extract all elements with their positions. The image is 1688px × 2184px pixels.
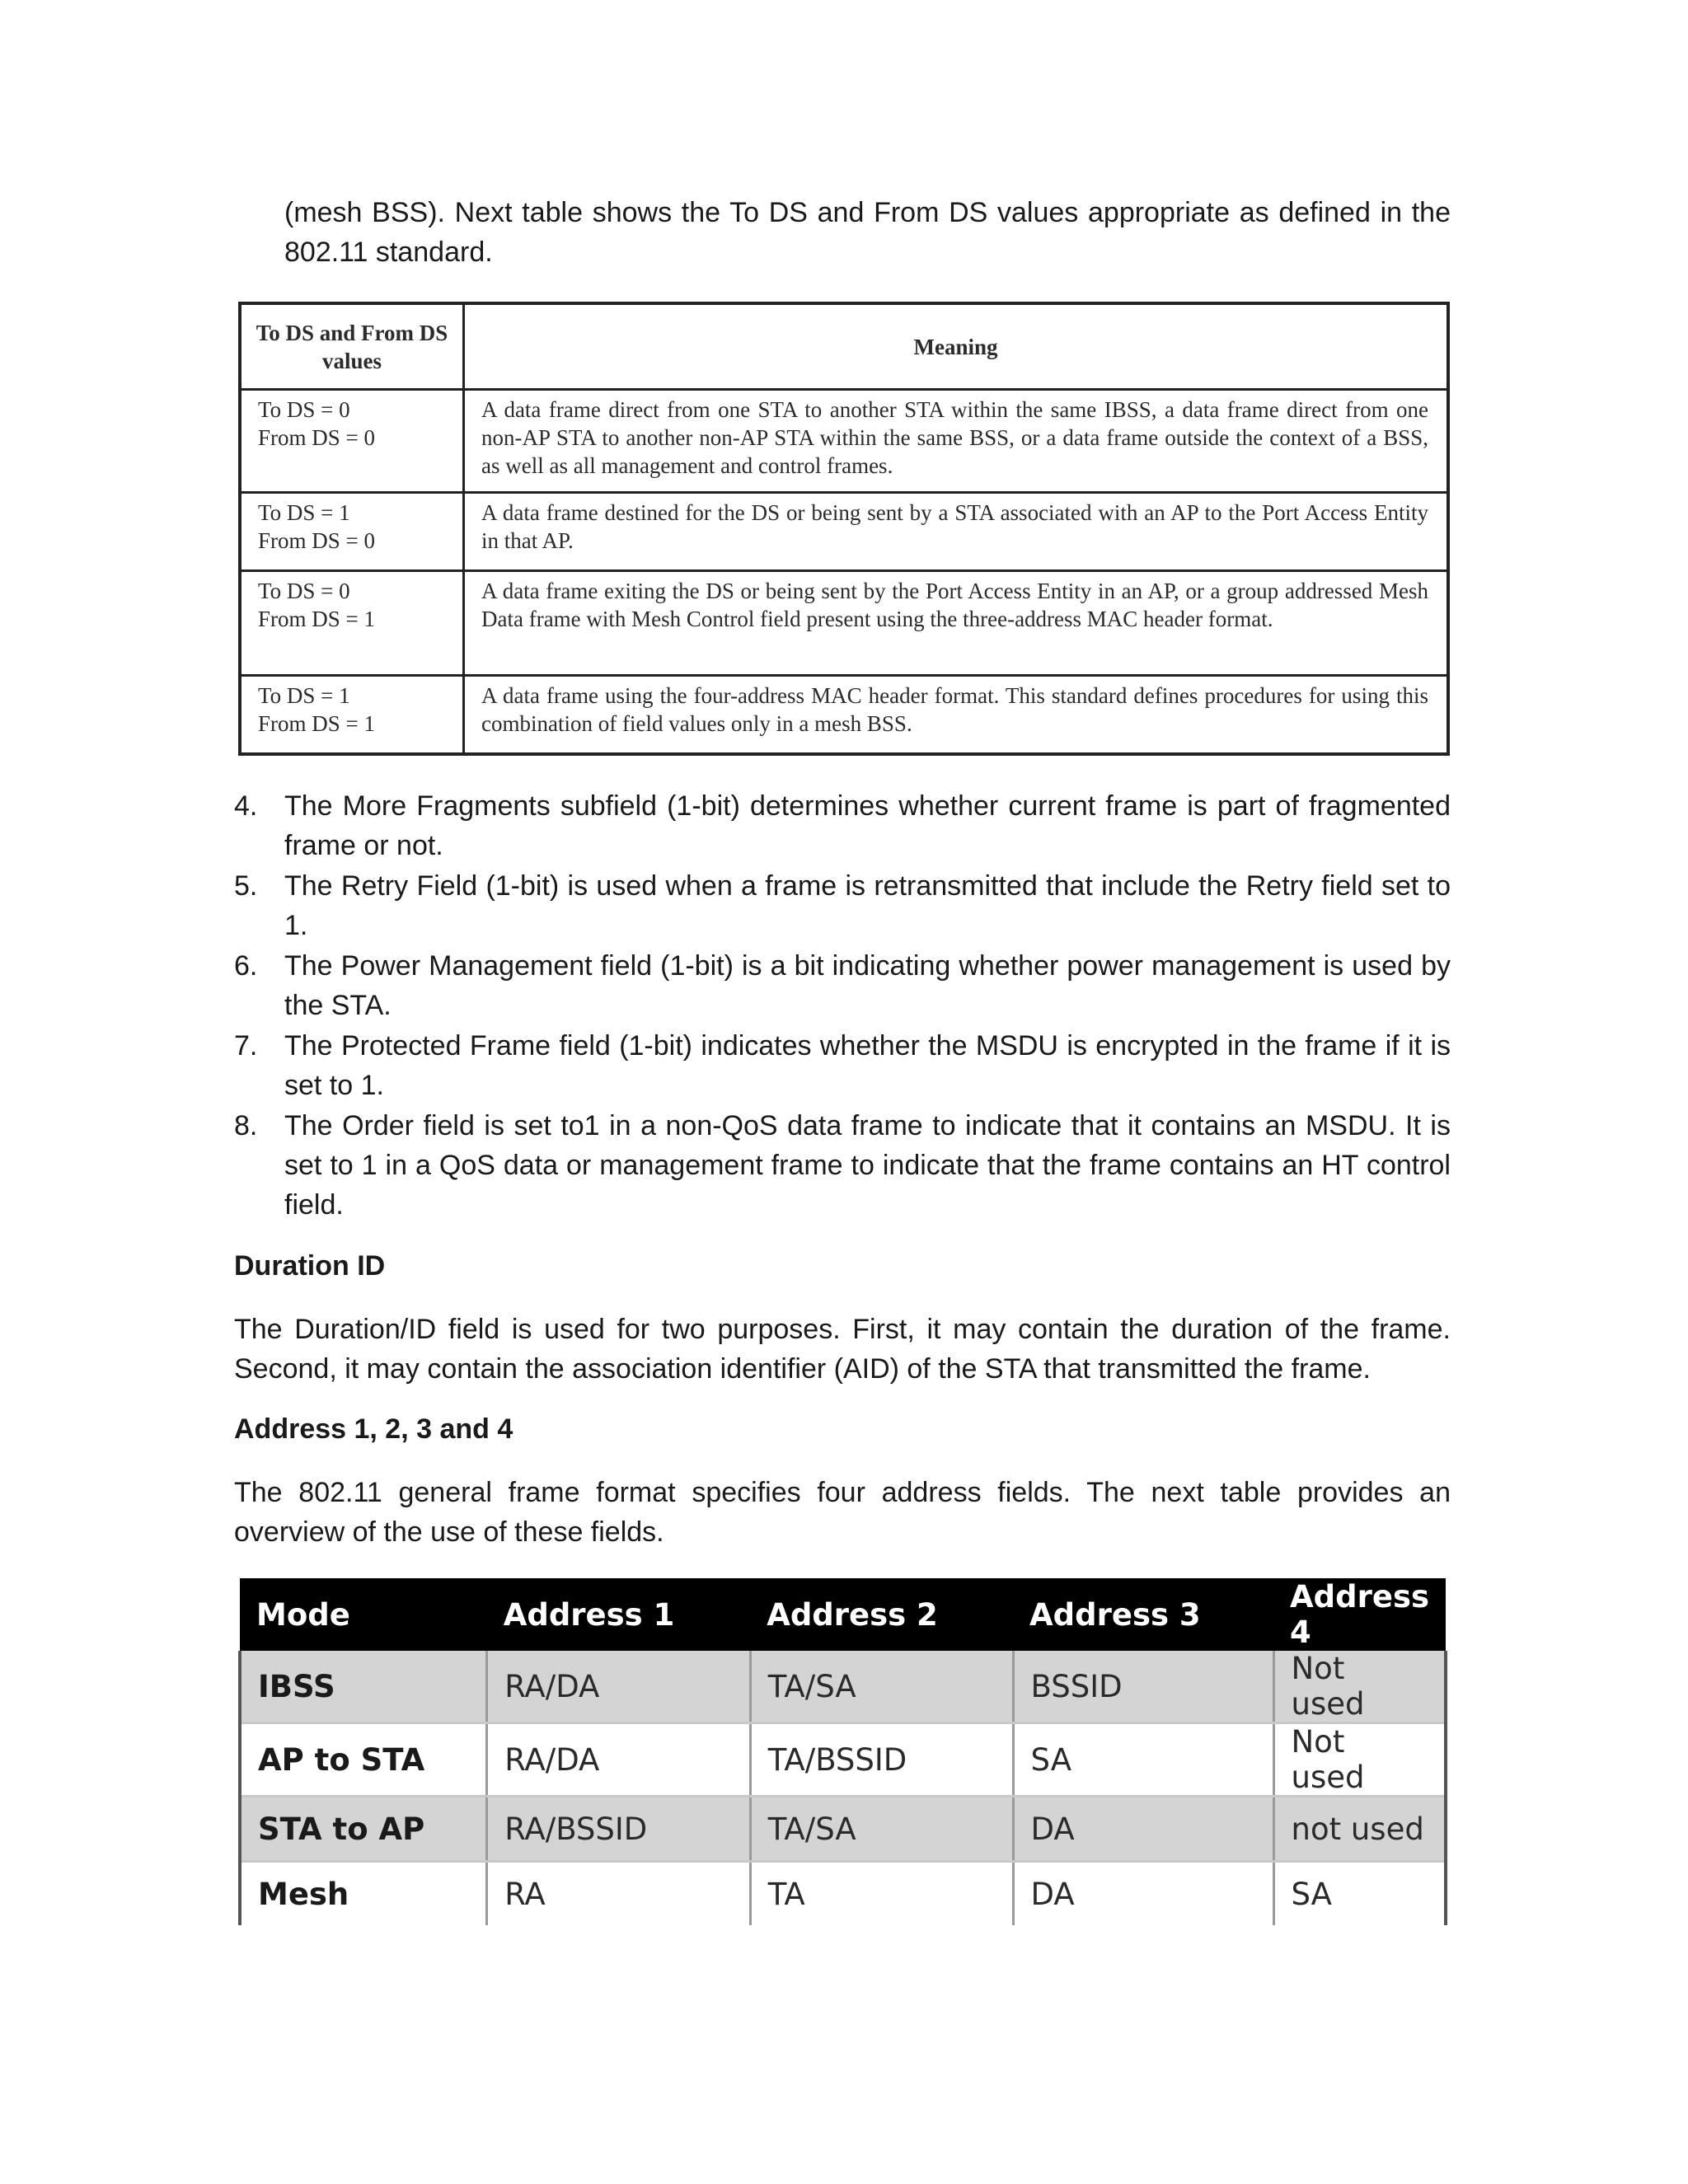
list-item: [234, 866, 1451, 945]
address-2-cell: TA: [750, 1862, 1013, 1926]
list-item-number: 5.: [234, 870, 258, 902]
address-table-header-mode: Mode: [240, 1578, 487, 1651]
address-1-cell: RA/BSSID: [487, 1797, 750, 1862]
address-fields-heading: Address 1, 2, 3 and 4: [234, 1413, 513, 1445]
duration-id-paragraph: The Duration/ID field is used for two purposes. First, it may contain the duration of the frame. Second, it may contain the association identifier (AID) of the STA that transmitted the frame.: [234, 1314, 1451, 1385]
address-table-header-address-1: Address 1: [487, 1578, 750, 1651]
address-2-cell: TA/SA: [750, 1797, 1013, 1862]
meaning-cell: A data frame destined for the DS or being sent by a STA associated with an AP to the Port Access Entity in that AP.: [464, 493, 1449, 571]
address-table-row: [240, 1797, 1446, 1862]
address-table-row: [240, 1651, 1446, 1723]
address-1-cell: RA/DA: [487, 1723, 750, 1797]
address-1-cell: RA: [487, 1862, 750, 1926]
address-4-cell: Not used: [1273, 1723, 1446, 1797]
address-4-cell: not used: [1273, 1797, 1446, 1862]
ds-table-header-values: To DS and From DS values: [240, 303, 464, 390]
address-fields-paragraph: The 802.11 general frame format specifies four address fields. The next table provides an overview of the use of these fields.: [234, 1477, 1451, 1548]
address-2-cell: TA/SA: [750, 1651, 1013, 1723]
ds-table-header-meaning: Meaning: [464, 303, 1449, 390]
list-item-number: 4.: [234, 790, 258, 822]
ds-table-row: [240, 571, 1448, 676]
list-item-number: 6.: [234, 950, 258, 982]
list-item-number: 8.: [234, 1110, 258, 1141]
from-ds-value: From DS = 1: [258, 607, 376, 631]
list-item: [234, 1026, 1451, 1105]
ds-values-cell: [240, 390, 464, 493]
address-3-cell: SA: [1013, 1723, 1273, 1797]
address-4-cell: Not used: [1273, 1651, 1446, 1723]
ds-table-row: [240, 390, 1448, 493]
to-ds-value: To DS = 0: [258, 579, 350, 603]
ds-values-cell: [240, 571, 464, 676]
list-item: [234, 786, 1451, 865]
intro-paragraph: (mesh BSS). Next table shows the To DS and From DS values appropriate as defined in the 802.11 standard.: [284, 197, 1451, 268]
list-item-text: The Order field is set to1 in a non-QoS data frame to indicate that it contains an MSDU. It is set to 1 in a QoS data or management frame to indicate that the frame contains an HT control field.: [284, 1110, 1451, 1221]
meaning-cell: A data frame direct from one STA to another STA within the same IBSS, a data frame direct from one non-AP STA to another non-AP STA within the same BSS, or a data frame outside the context of a BSS, as well as all management and control frames.: [464, 390, 1449, 493]
list-item-text: The Power Management field (1-bit) is a bit indicating whether power management is used by the STA.: [284, 950, 1451, 1021]
address-1-cell: RA/DA: [487, 1651, 750, 1723]
ds-values-cell: [240, 676, 464, 755]
from-ds-value: From DS = 1: [258, 711, 376, 736]
ds-table-row: [240, 493, 1448, 571]
address-table-header-address-4: Address 4: [1273, 1578, 1446, 1651]
address-3-cell: BSSID: [1013, 1651, 1273, 1723]
mode-cell: STA to AP: [240, 1797, 487, 1862]
address-table-row: [240, 1862, 1446, 1926]
from-ds-value: From DS = 0: [258, 528, 376, 553]
address-3-cell: DA: [1013, 1862, 1273, 1926]
mode-cell: IBSS: [240, 1651, 487, 1723]
list-item: [234, 1106, 1451, 1225]
ds-values-table: [238, 302, 1450, 756]
list-item-number: 7.: [234, 1030, 258, 1062]
mode-cell: Mesh: [240, 1862, 487, 1926]
mode-cell: AP to STA: [240, 1723, 487, 1797]
address-table-header-address-3: Address 3: [1013, 1578, 1273, 1651]
to-ds-value: To DS = 1: [258, 683, 350, 708]
list-item: [234, 946, 1451, 1025]
address-table-row: [240, 1723, 1446, 1797]
address-2-cell: TA/BSSID: [750, 1723, 1013, 1797]
address-4-cell: SA: [1273, 1862, 1446, 1926]
ds-values-cell: [240, 493, 464, 571]
from-ds-value: From DS = 0: [258, 425, 376, 450]
meaning-cell: A data frame exiting the DS or being sent by the Port Access Entity in an AP, or a group addressed Mesh Data frame with Mesh Control field present using the three-address MAC header format.: [464, 571, 1449, 676]
address-3-cell: DA: [1013, 1797, 1273, 1862]
address-fields-table: [238, 1578, 1447, 1925]
list-item-text: The Protected Frame field (1-bit) indicates whether the MSDU is encrypted in the frame if it is set to 1.: [284, 1030, 1451, 1101]
duration-id-heading: Duration ID: [234, 1250, 386, 1282]
list-item-text: The Retry Field (1-bit) is used when a frame is retransmitted that include the Retry field set to 1.: [284, 870, 1451, 941]
meaning-cell: A data frame using the four-address MAC header format. This standard defines procedures for using this combination of field values only in a mesh BSS.: [464, 676, 1449, 755]
list-item-text: The More Fragments subfield (1-bit) determines whether current frame is part of fragmented frame or not.: [284, 790, 1451, 861]
ds-table-row: [240, 676, 1448, 755]
to-ds-value: To DS = 0: [258, 397, 350, 422]
address-table-header-address-2: Address 2: [750, 1578, 1013, 1651]
to-ds-value: To DS = 1: [258, 500, 350, 525]
frame-control-fields-list: [234, 786, 1451, 1226]
